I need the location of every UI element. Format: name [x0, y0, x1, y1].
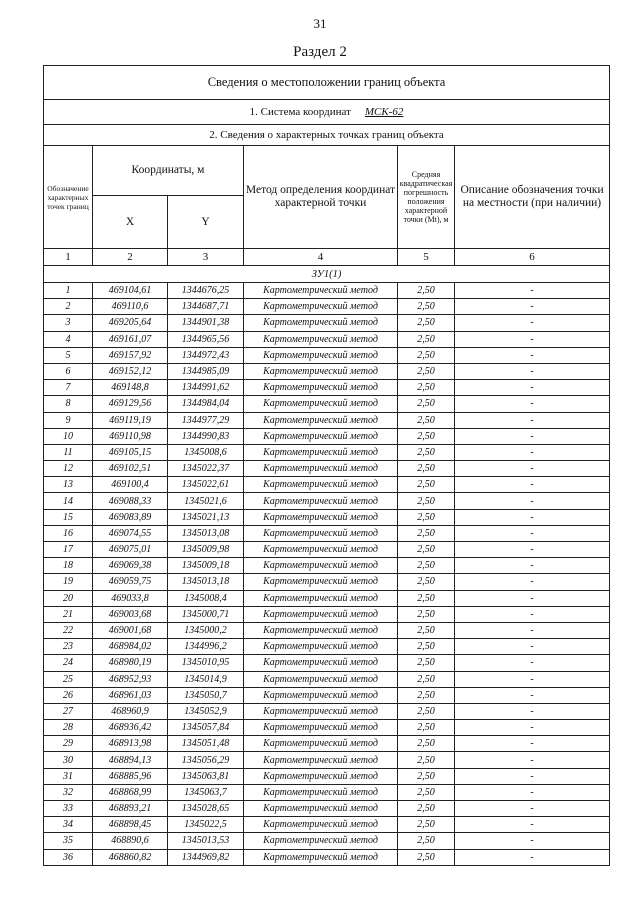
coord-x: 469033,8	[93, 590, 168, 606]
table-row	[44, 299, 610, 315]
error-value: 2,50	[398, 477, 455, 493]
method: Картометрический метод	[244, 444, 398, 460]
error-value: 2,50	[398, 315, 455, 331]
error-value: 2,50	[398, 655, 455, 671]
error-value: 2,50	[398, 363, 455, 379]
coord-y: 1345022,61	[168, 477, 244, 493]
coord-x: 469104,61	[93, 283, 168, 299]
description: -	[455, 574, 610, 590]
coord-x: 469059,75	[93, 574, 168, 590]
method: Картометрический метод	[244, 331, 398, 347]
header-method: Метод определения координат характерной точки	[244, 146, 398, 249]
description: -	[455, 817, 610, 833]
table-row	[44, 412, 610, 428]
error-value: 2,50	[398, 380, 455, 396]
table-row	[44, 768, 610, 784]
description: -	[455, 525, 610, 541]
coord-x: 469152,12	[93, 363, 168, 379]
method: Картометрический метод	[244, 477, 398, 493]
point-number: 25	[44, 671, 93, 687]
error-value: 2,50	[398, 331, 455, 347]
point-number: 33	[44, 801, 93, 817]
point-number: 29	[44, 736, 93, 752]
point-number: 11	[44, 444, 93, 460]
point-number: 24	[44, 655, 93, 671]
description: -	[455, 606, 610, 622]
method: Картометрический метод	[244, 363, 398, 379]
point-number: 7	[44, 380, 93, 396]
header-description: Описание обозначения точки на местности (при наличии)	[455, 146, 610, 249]
coord-y: 1345008,4	[168, 590, 244, 606]
column-number: 5	[398, 249, 455, 266]
coord-x: 468980,19	[93, 655, 168, 671]
point-number: 21	[44, 606, 93, 622]
method: Картометрический метод	[244, 622, 398, 638]
coord-y: 1344676,25	[168, 283, 244, 299]
coord-x: 469161,07	[93, 331, 168, 347]
error-value: 2,50	[398, 461, 455, 477]
error-value: 2,50	[398, 703, 455, 719]
description: -	[455, 849, 610, 865]
description: -	[455, 639, 610, 655]
point-number: 17	[44, 542, 93, 558]
error-value: 2,50	[398, 428, 455, 444]
method: Картометрический метод	[244, 639, 398, 655]
column-numbers-row	[44, 249, 610, 266]
table-row	[44, 687, 610, 703]
description: -	[455, 428, 610, 444]
coord-x: 469129,56	[93, 396, 168, 412]
method: Картометрический метод	[244, 736, 398, 752]
method: Картометрический метод	[244, 720, 398, 736]
error-value: 2,50	[398, 687, 455, 703]
coord-x: 469110,6	[93, 299, 168, 315]
coord-y: 1345021,6	[168, 493, 244, 509]
page-number: 31	[313, 16, 327, 31]
header-point: Обозначение характерных точек границ	[44, 146, 93, 249]
method: Картометрический метод	[244, 752, 398, 768]
error-value: 2,50	[398, 542, 455, 558]
table-title-row	[44, 66, 610, 100]
column-number: 6	[455, 249, 610, 266]
coord-x: 468868,99	[93, 784, 168, 800]
table-row	[44, 347, 610, 363]
column-number: 2	[93, 249, 168, 266]
coord-x: 469069,38	[93, 558, 168, 574]
error-value: 2,50	[398, 493, 455, 509]
method: Картометрический метод	[244, 558, 398, 574]
description: -	[455, 558, 610, 574]
coord-y: 1345000,2	[168, 622, 244, 638]
table-row	[44, 461, 610, 477]
point-number: 5	[44, 347, 93, 363]
error-value: 2,50	[398, 396, 455, 412]
point-number: 19	[44, 574, 93, 590]
coord-y: 1344969,82	[168, 849, 244, 865]
description: -	[455, 703, 610, 719]
coord-x: 468913,98	[93, 736, 168, 752]
description: -	[455, 477, 610, 493]
method: Картометрический метод	[244, 299, 398, 315]
coord-x: 469157,92	[93, 347, 168, 363]
description: -	[455, 590, 610, 606]
method: Картометрический метод	[244, 315, 398, 331]
point-number: 2	[44, 299, 93, 315]
point-number: 12	[44, 461, 93, 477]
error-value: 2,50	[398, 283, 455, 299]
table-row	[44, 525, 610, 541]
method: Картометрический метод	[244, 784, 398, 800]
method: Картометрический метод	[244, 542, 398, 558]
table-row	[44, 752, 610, 768]
table-row	[44, 849, 610, 865]
table-row	[44, 622, 610, 638]
coord-x: 469100,4	[93, 477, 168, 493]
description: -	[455, 509, 610, 525]
coord-x: 469119,19	[93, 412, 168, 428]
table-row	[44, 428, 610, 444]
description: -	[455, 833, 610, 849]
table-row	[44, 493, 610, 509]
method: Картометрический метод	[244, 493, 398, 509]
description: -	[455, 331, 610, 347]
coord-x: 469075,01	[93, 542, 168, 558]
description: -	[455, 380, 610, 396]
coord-x: 468860,82	[93, 849, 168, 865]
subheading-row	[44, 266, 610, 283]
table-row	[44, 574, 610, 590]
error-value: 2,50	[398, 768, 455, 784]
method: Картометрический метод	[244, 671, 398, 687]
point-number: 18	[44, 558, 93, 574]
table-row	[44, 590, 610, 606]
coord-x: 469105,15	[93, 444, 168, 460]
coord-x: 468952,93	[93, 671, 168, 687]
coord-x: 469110,98	[93, 428, 168, 444]
method: Картометрический метод	[244, 606, 398, 622]
description: -	[455, 444, 610, 460]
point-number: 31	[44, 768, 93, 784]
point-number: 8	[44, 396, 93, 412]
error-value: 2,50	[398, 817, 455, 833]
point-number: 10	[44, 428, 93, 444]
error-value: 2,50	[398, 736, 455, 752]
table-row	[44, 396, 610, 412]
column-number: 3	[168, 249, 244, 266]
coord-x: 468885,96	[93, 768, 168, 784]
coord-x: 469102,51	[93, 461, 168, 477]
method: Картометрический метод	[244, 833, 398, 849]
coord-x: 469003,68	[93, 606, 168, 622]
table-row	[44, 833, 610, 849]
point-number: 34	[44, 817, 93, 833]
description: -	[455, 542, 610, 558]
coord-y: 1345013,18	[168, 574, 244, 590]
column-number: 1	[44, 249, 93, 266]
description: -	[455, 363, 610, 379]
header-error: Средняя квадратическая погрешность положения характерной точки (Mt), м	[398, 146, 455, 249]
coord-system-value: МСК-62	[364, 106, 404, 118]
point-number: 36	[44, 849, 93, 865]
method: Картометрический метод	[244, 509, 398, 525]
header-row-1	[44, 146, 610, 196]
coord-y: 1345057,84	[168, 720, 244, 736]
coord-y: 1344687,71	[168, 299, 244, 315]
method: Картометрический метод	[244, 849, 398, 865]
coord-x: 468960,9	[93, 703, 168, 719]
coord-y: 1344972,43	[168, 347, 244, 363]
description: -	[455, 315, 610, 331]
table-row	[44, 315, 610, 331]
coord-y: 1345063,81	[168, 768, 244, 784]
method: Картометрический метод	[244, 396, 398, 412]
description: -	[455, 347, 610, 363]
coord-y: 1345056,29	[168, 752, 244, 768]
description: -	[455, 461, 610, 477]
coord-x: 468984,02	[93, 639, 168, 655]
point-number: 23	[44, 639, 93, 655]
error-value: 2,50	[398, 784, 455, 800]
table-title: Сведения о местоположении границ объекта	[44, 66, 610, 100]
point-number: 26	[44, 687, 93, 703]
description: -	[455, 784, 610, 800]
coord-y: 1344977,29	[168, 412, 244, 428]
point-number: 22	[44, 622, 93, 638]
error-value: 2,50	[398, 347, 455, 363]
description: -	[455, 720, 610, 736]
description: -	[455, 671, 610, 687]
point-number: 16	[44, 525, 93, 541]
point-number: 9	[44, 412, 93, 428]
method: Картометрический метод	[244, 574, 398, 590]
description: -	[455, 655, 610, 671]
table-row	[44, 542, 610, 558]
point-number: 15	[44, 509, 93, 525]
coord-y: 1345028,65	[168, 801, 244, 817]
boundary-points-table	[43, 65, 610, 866]
table-row	[44, 558, 610, 574]
description: -	[455, 768, 610, 784]
coord-y: 1345014,9	[168, 671, 244, 687]
method: Картометрический метод	[244, 461, 398, 477]
table-row	[44, 283, 610, 299]
coord-x: 469083,89	[93, 509, 168, 525]
method: Картометрический метод	[244, 428, 398, 444]
error-value: 2,50	[398, 833, 455, 849]
table-row	[44, 509, 610, 525]
method: Картометрический метод	[244, 703, 398, 719]
description: -	[455, 801, 610, 817]
point-number: 32	[44, 784, 93, 800]
error-value: 2,50	[398, 299, 455, 315]
table-row	[44, 817, 610, 833]
coord-x: 469148,8	[93, 380, 168, 396]
description: -	[455, 299, 610, 315]
error-value: 2,50	[398, 622, 455, 638]
table-row	[44, 331, 610, 347]
method: Картометрический метод	[244, 380, 398, 396]
table-row	[44, 363, 610, 379]
column-number: 4	[244, 249, 398, 266]
coord-y: 1344965,56	[168, 331, 244, 347]
coord-y: 1345051,48	[168, 736, 244, 752]
point-number: 28	[44, 720, 93, 736]
error-value: 2,50	[398, 801, 455, 817]
description: -	[455, 622, 610, 638]
header-y: Y	[168, 196, 244, 249]
table-row	[44, 606, 610, 622]
table-row	[44, 380, 610, 396]
coord-y: 1344985,09	[168, 363, 244, 379]
table-row	[44, 477, 610, 493]
coord-y: 1345063,7	[168, 784, 244, 800]
coord-y: 1345010,95	[168, 655, 244, 671]
method: Картометрический метод	[244, 817, 398, 833]
coord-y: 1345021,13	[168, 509, 244, 525]
description: -	[455, 412, 610, 428]
coord-x: 468894,13	[93, 752, 168, 768]
coord-y: 1344990,83	[168, 428, 244, 444]
method: Картометрический метод	[244, 412, 398, 428]
error-value: 2,50	[398, 720, 455, 736]
description: -	[455, 283, 610, 299]
coord-x: 468893,21	[93, 801, 168, 817]
coord-y: 1344984,04	[168, 396, 244, 412]
coord-y: 1344996,2	[168, 639, 244, 655]
table-row	[44, 444, 610, 460]
error-value: 2,50	[398, 639, 455, 655]
error-value: 2,50	[398, 752, 455, 768]
coord-x: 469088,33	[93, 493, 168, 509]
coord-y: 1345009,18	[168, 558, 244, 574]
coord-system-row	[44, 100, 610, 125]
coord-system-label: 1. Система координат	[249, 106, 351, 118]
section-title: Раздел 2	[293, 44, 347, 60]
method: Картометрический метод	[244, 801, 398, 817]
coord-y: 1345000,71	[168, 606, 244, 622]
error-value: 2,50	[398, 509, 455, 525]
coord-y: 1345008,6	[168, 444, 244, 460]
points-section-row	[44, 125, 610, 146]
parcel-subheading: ЗУ1(1)	[44, 266, 610, 283]
point-number: 3	[44, 315, 93, 331]
point-number: 14	[44, 493, 93, 509]
error-value: 2,50	[398, 671, 455, 687]
coord-y: 1345050,7	[168, 687, 244, 703]
error-value: 2,50	[398, 574, 455, 590]
method: Картометрический метод	[244, 768, 398, 784]
method: Картометрический метод	[244, 687, 398, 703]
description: -	[455, 493, 610, 509]
table-row	[44, 736, 610, 752]
description: -	[455, 752, 610, 768]
method: Картометрический метод	[244, 655, 398, 671]
coord-y: 1344901,38	[168, 315, 244, 331]
error-value: 2,50	[398, 525, 455, 541]
coord-y: 1344991,62	[168, 380, 244, 396]
coord-x: 469205,64	[93, 315, 168, 331]
error-value: 2,50	[398, 412, 455, 428]
coord-y: 1345013,08	[168, 525, 244, 541]
method: Картометрический метод	[244, 283, 398, 299]
coord-x: 468936,42	[93, 720, 168, 736]
table-row	[44, 784, 610, 800]
method: Картометрический метод	[244, 525, 398, 541]
coord-x: 469001,68	[93, 622, 168, 638]
error-value: 2,50	[398, 558, 455, 574]
coord-y: 1345009,98	[168, 542, 244, 558]
error-value: 2,50	[398, 606, 455, 622]
error-value: 2,50	[398, 849, 455, 865]
point-number: 4	[44, 331, 93, 347]
table-row	[44, 703, 610, 719]
point-number: 35	[44, 833, 93, 849]
coord-y: 1345013,53	[168, 833, 244, 849]
table-row	[44, 801, 610, 817]
coord-x: 468898,45	[93, 817, 168, 833]
table-row	[44, 639, 610, 655]
error-value: 2,50	[398, 590, 455, 606]
point-number: 20	[44, 590, 93, 606]
point-number: 6	[44, 363, 93, 379]
coord-y: 1345022,37	[168, 461, 244, 477]
coord-y: 1345052,9	[168, 703, 244, 719]
coord-x: 469074,55	[93, 525, 168, 541]
points-section-label: 2. Сведения о характерных точках границ объекта	[44, 125, 610, 146]
table-row	[44, 720, 610, 736]
point-number: 13	[44, 477, 93, 493]
error-value: 2,50	[398, 444, 455, 460]
coord-x: 468961,03	[93, 687, 168, 703]
point-number: 1	[44, 283, 93, 299]
point-number: 27	[44, 703, 93, 719]
coord-x: 468890,6	[93, 833, 168, 849]
description: -	[455, 736, 610, 752]
table-row	[44, 655, 610, 671]
method: Картометрический метод	[244, 590, 398, 606]
coord-y: 1345022,5	[168, 817, 244, 833]
method: Картометрический метод	[244, 347, 398, 363]
description: -	[455, 396, 610, 412]
header-x: X	[93, 196, 168, 249]
table-row	[44, 671, 610, 687]
description: -	[455, 687, 610, 703]
header-coords: Координаты, м	[93, 146, 244, 196]
point-number: 30	[44, 752, 93, 768]
